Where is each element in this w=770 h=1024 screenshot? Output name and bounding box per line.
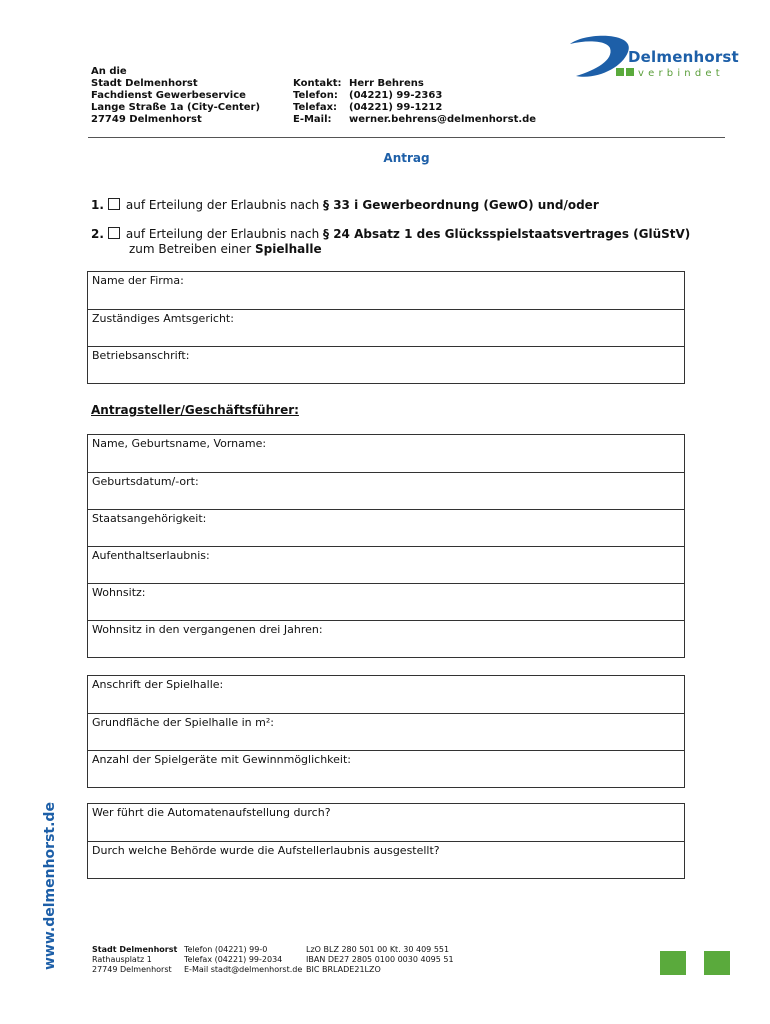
footer-contact: Telefon (04221) 99-0 Telefax (04221) 99-2034 E-Mail stadt@delmenhorst.de xyxy=(184,945,303,974)
field-setup-authority[interactable]: Durch welche Behörde wurde die Aufstellerlaubnis ausgestellt? xyxy=(88,841,684,878)
field-residence-permit[interactable]: Aufenthaltserlaubnis: xyxy=(88,546,684,583)
address-line: Lange Straße 1a (City-Center) xyxy=(91,102,261,113)
contact-row: E-Mail: werner.behrens@delmenhorst.de xyxy=(293,114,537,125)
option-1-checkbox[interactable] xyxy=(108,198,120,210)
header-divider xyxy=(88,137,725,138)
logo-tagline: verbindet xyxy=(638,68,724,79)
field-birth[interactable]: Geburtsdatum/-ort: xyxy=(88,472,684,509)
address-line: 27749 Delmenhorst xyxy=(91,114,202,125)
contact-block xyxy=(293,78,536,126)
page-title: Antrag xyxy=(383,151,430,165)
field-court[interactable]: Zuständiges Amtsgericht: xyxy=(88,309,684,346)
footer-address: Stadt Delmenhorst Rathausplatz 1 27749 Delmenhorst xyxy=(92,945,178,974)
footer-green-square xyxy=(660,951,686,975)
hall-fields-box xyxy=(87,675,685,788)
contact-email: werner.behrens@delmenhorst.de xyxy=(349,114,537,125)
footer-green-square xyxy=(704,951,730,975)
side-website-text: www.delmenhorst.de xyxy=(42,802,58,970)
footer-bank: LzO BLZ 280 501 00 Kt. 30 409 551 IBAN DE27 2805 0100 0030 4095 51 BIC BRLADE21LZO xyxy=(306,945,454,974)
logo-wordmark: Delmenhorst xyxy=(628,48,739,66)
option-1: 1. auf Erteilung der Erlaubnis nach § 33 i Gewerbeordnung (GewO) und/oder xyxy=(91,198,599,212)
section-heading-applicant: Antragsteller/Geschäftsführer: xyxy=(91,403,299,417)
option-2-checkbox[interactable] xyxy=(108,227,120,239)
option-2: 2. auf Erteilung der Erlaubnis nach § 24 Absatz 1 des Glücksspielstaatsvertrages (GlüStV) xyxy=(91,227,691,241)
contact-row: Kontakt: Herr Behrens xyxy=(293,78,424,89)
field-nationality[interactable]: Staatsangehörigkeit: xyxy=(88,509,684,546)
field-machine-count[interactable]: Anzahl der Spielgeräte mit Gewinnmöglichkeit: xyxy=(88,750,684,787)
address-line: Stadt Delmenhorst xyxy=(91,78,198,89)
field-business-address[interactable]: Betriebsanschrift: xyxy=(88,346,684,383)
field-hall-area[interactable]: Grundfläche der Spielhalle in m²: xyxy=(88,713,684,750)
field-residence[interactable]: Wohnsitz: xyxy=(88,583,684,620)
field-hall-address[interactable]: Anschrift der Spielhalle: xyxy=(92,678,224,691)
contact-row: Telefon: (04221) 99-2363 xyxy=(293,90,443,101)
setup-fields-box xyxy=(87,803,685,879)
field-name[interactable]: Name, Geburtsname, Vorname: xyxy=(92,437,267,450)
address-line: An die xyxy=(91,66,127,77)
firm-fields-box xyxy=(87,271,685,384)
field-previous-residence[interactable]: Wohnsitz in den vergangenen drei Jahren: xyxy=(88,620,684,657)
recipient-address xyxy=(91,66,260,126)
field-firm-name[interactable]: Name der Firma: xyxy=(92,274,184,287)
field-setup-operator[interactable]: Wer führt die Automatenaufstellung durch? xyxy=(92,806,331,819)
applicant-fields-box xyxy=(87,434,685,658)
address-line: Fachdienst Gewerbeservice xyxy=(91,90,246,101)
contact-row: Telefax: (04221) 99-1212 xyxy=(293,102,443,113)
option-2-continuation: zum Betreiben einer Spielhalle xyxy=(129,242,322,256)
